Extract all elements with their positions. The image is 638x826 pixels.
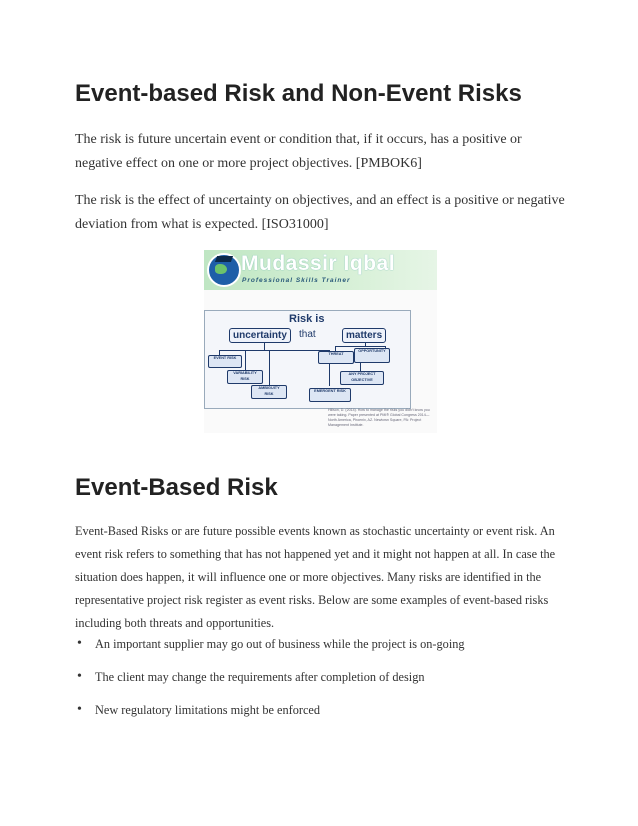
figure-citation: Hillson, D. (2014). How to manage the risks you didn't know you were taking. Paper presented at PMI® Global Congress 2014—North America, Phoenix, AZ. Newtown Square, PA: Project Management Institute.	[328, 408, 430, 427]
event-based-description: Event-Based Risks or are future possible events known as stochastic uncertainty or event risk. An event risk refers to something that has not happened yet and it might not happen at all. In case the situation does happen, it will influence one or more objectives. Many risks are identified in the representative project risk register as event risks. Below are some examples of event-based risks including both threats and opportunities.	[75, 524, 556, 630]
risk-figure	[204, 250, 437, 433]
section-heading-event-based: Event-Based Risk	[75, 474, 278, 501]
bullet-icon: •	[77, 702, 82, 717]
diagram-title: Risk is	[289, 313, 325, 325]
definition-iso: The risk is the effect of uncertainty on objectives, and an effect is a positive or negative deviation from what is expected. [ISO31000]	[75, 193, 565, 232]
list-item: • An important supplier may go out of business while the project is on-going	[75, 634, 465, 667]
opportunity-box: OPPORTUNITY	[354, 348, 390, 363]
event-risk-box: EVENT RISK	[208, 355, 242, 368]
list-item: • The client may change the requirements after completion of design	[75, 667, 465, 700]
emergent-risk-box: EMERGENT RISK	[309, 388, 351, 402]
section-heading-event-and-non-event: Event-based Risk and Non-Event Risks	[75, 80, 522, 107]
examples-list	[75, 634, 465, 733]
threat-box: THREAT	[318, 351, 354, 364]
brand-name: Mudassir Iqbal	[241, 252, 396, 275]
ambiguity-risk-box: AMBIGUITY RISK	[251, 385, 287, 399]
brand-tagline: Professional Skills Trainer	[242, 277, 351, 284]
matters-label: matters	[342, 328, 386, 343]
that-label: that	[299, 329, 316, 340]
globe-graduate-icon	[207, 253, 241, 287]
list-item: • New regulatory limitations might be enforced	[75, 700, 465, 733]
bullet-icon: •	[77, 669, 82, 684]
definition-pmbok: The risk is future uncertain event or condition that, if it occurs, has a positive or negative effect on one or more project objectives. [PMBOK6]	[75, 132, 522, 171]
any-project-objective-box: ANY PROJECT OBJECTIVE	[340, 371, 384, 385]
variability-risk-box: VARIABILITY RISK	[227, 370, 263, 384]
brand-banner	[204, 250, 437, 290]
bullet-icon: •	[77, 636, 82, 651]
risk-diagram	[204, 310, 411, 409]
uncertainty-label: uncertainty	[229, 328, 291, 343]
